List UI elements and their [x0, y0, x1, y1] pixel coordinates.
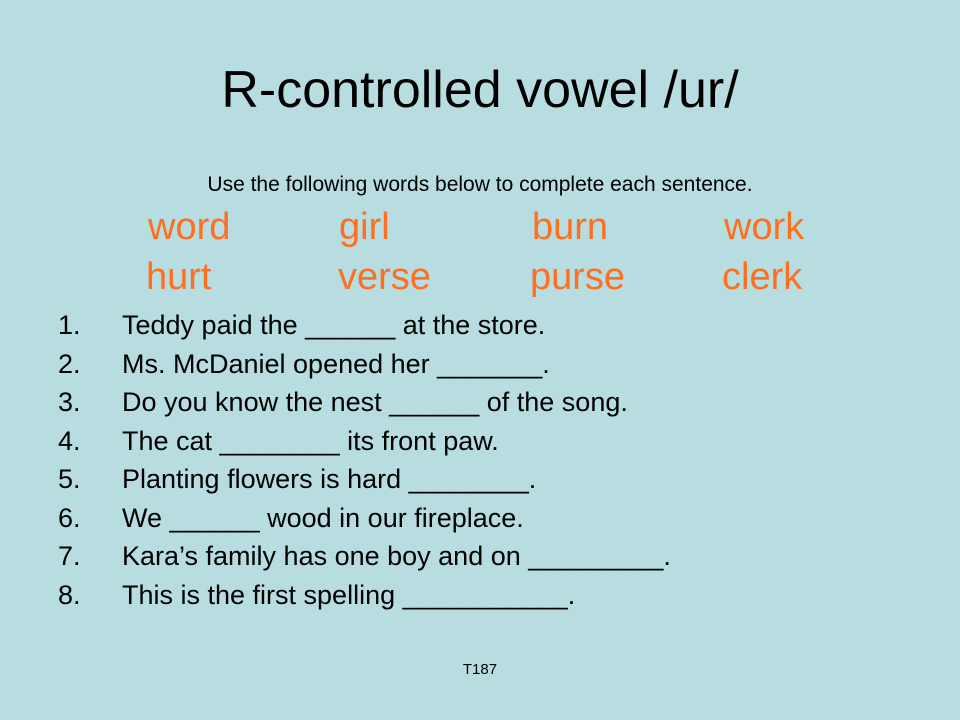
sentence-item	[58, 424, 918, 463]
word-bank-item-clerk: clerk	[722, 256, 803, 298]
sentence-number: 1.	[58, 310, 81, 340]
sentence-number: 6.	[58, 502, 81, 533]
sentence-item	[58, 539, 918, 578]
word-bank-item-word: word	[148, 206, 231, 248]
sentence-number: 2.	[58, 348, 81, 379]
sentence-number: 3.	[58, 387, 81, 417]
sentence-text: Teddy paid the ______ at the store.	[122, 310, 546, 340]
sentence-number: 4.	[58, 425, 81, 456]
sentence-item	[58, 462, 918, 501]
word-bank-item-hurt: hurt	[146, 256, 212, 298]
sentence-text: The cat ________ its front paw.	[122, 425, 499, 456]
sentence-list	[58, 308, 918, 616]
sentence-item	[58, 578, 918, 617]
slide-footer: T187	[462, 661, 498, 678]
sentence-text: Planting flowers is hard ________.	[122, 464, 537, 494]
sentence-item	[58, 385, 918, 424]
word-bank	[0, 0, 960, 310]
sentence-number: 7.	[58, 541, 81, 571]
sentence-text: Do you know the nest ______ of the song.	[122, 387, 628, 417]
sentence-item	[58, 347, 918, 386]
sentence-text: We ______ wood in our fireplace.	[122, 502, 524, 533]
sentence-text: This is the first spelling ___________.	[122, 579, 576, 610]
word-bank-item-burn: burn	[532, 206, 609, 248]
word-bank-item-purse: purse	[530, 256, 626, 298]
slide-title: R-controlled vowel /ur/	[221, 61, 739, 119]
sentence-item	[58, 501, 918, 540]
sentence-number: 8.	[58, 579, 81, 610]
word-bank-item-girl: girl	[339, 206, 390, 248]
word-bank-item-verse: verse	[338, 256, 431, 298]
word-bank-item-work: work	[724, 206, 805, 248]
sentence-text: Kara’s family has one boy and on _________.	[122, 541, 671, 571]
sentence-text: Ms. McDaniel opened her _______.	[122, 348, 550, 379]
sentence-item	[58, 308, 918, 347]
sentence-number: 5.	[58, 464, 81, 494]
instructions-text: Use the following words below to complete each sentence.	[207, 173, 753, 196]
